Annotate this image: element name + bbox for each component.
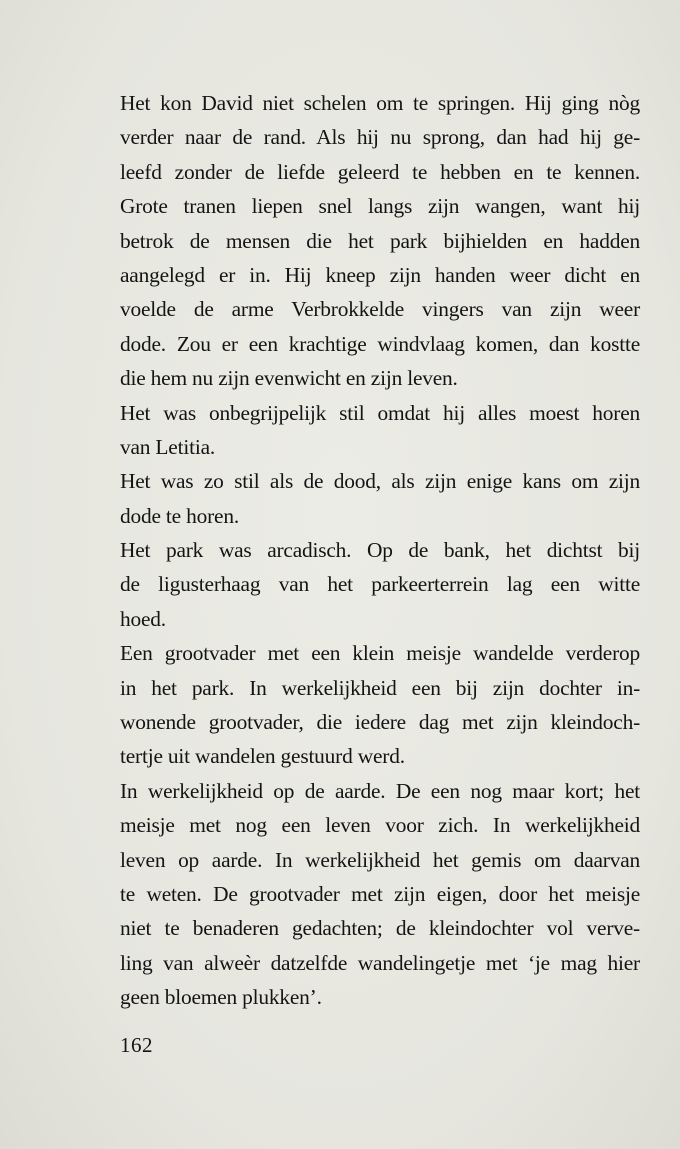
text-line: Een grootvader met een klein meisje wandelde verderop: [120, 641, 640, 666]
text-line: wonende grootvader, die iedere dag met zijn kleindoch-: [120, 710, 640, 735]
text-line: aangelegd er in. Hij kneep zijn handen weer dicht en: [120, 262, 640, 287]
text-line: meisje met nog een leven voor zich. In werkelijkheid: [120, 813, 640, 838]
text-line: dode te horen.: [120, 503, 239, 528]
text-line: In werkelijkheid op de aarde. De een nog maar kort; het: [120, 778, 640, 803]
text-line: voelde de arme Verbrokkelde vingers van zijn weer: [120, 297, 640, 322]
text-line: betrok de mensen die het park bijhielden en hadden: [120, 228, 640, 253]
text-line: van Letitia.: [120, 434, 216, 459]
text-line: te weten. De grootvader met zijn eigen, door het meisje: [120, 881, 640, 906]
text-line: Het park was arcadisch. Op de bank, het dichtst bij: [120, 538, 640, 563]
text-line: verder naar de rand. Als hij nu sprong, dan had hij ge-: [120, 125, 640, 150]
text-line: die hem nu zijn evenwicht en zijn leven.: [120, 366, 458, 391]
text-line: dode. Zou er een krachtige windvlaag komen, dan kostte: [120, 331, 640, 356]
text-line: niet te benaderen gedachten; de kleindochter vol verve-: [120, 916, 640, 941]
text-line: hoed.: [120, 606, 166, 631]
text-line: geen bloemen plukken’.: [120, 985, 322, 1010]
text-line: ling van alweèr datzelfde wandelingetje met ‘je mag hier: [120, 950, 640, 975]
text-line: Grote tranen liepen snel langs zijn wangen, want hij: [120, 194, 640, 219]
text-line: in het park. In werkelijkheid een bij zijn dochter in-: [120, 675, 640, 700]
text-line: Het kon David niet schelen om te springen. Hij ging nòg: [120, 91, 640, 115]
text-line: Het was onbegrijpelijk stil omdat hij alles moest horen: [120, 400, 640, 425]
text-line: tertje uit wandelen gestuurd werd.: [120, 744, 405, 769]
page-number: 162: [120, 1033, 153, 1057]
text-line: leven op aarde. In werkelijkheid het gemis om daarvan: [120, 847, 640, 872]
body-text: [120, 86, 640, 1015]
text-line: leefd zonder de liefde geleerd te hebben en te kennen.: [120, 159, 640, 184]
text-line: Het was zo stil als de dood, als zijn enige kans om zijn: [120, 469, 640, 494]
text-line: de ligusterhaag van het parkeerterrein lag een witte: [120, 572, 640, 597]
